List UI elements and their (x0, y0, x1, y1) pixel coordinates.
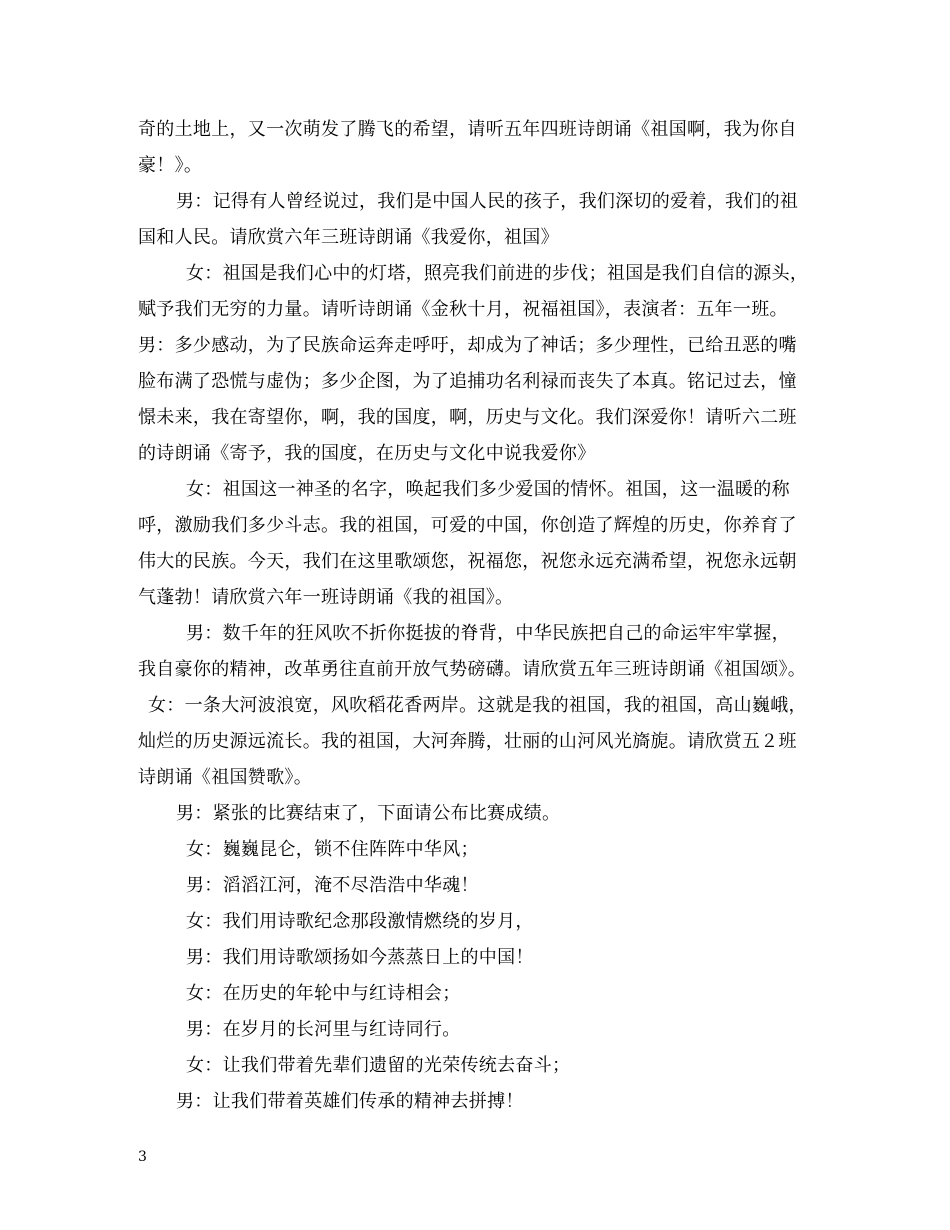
text-line: 女：我们用诗歌纪念那段激情燃绕的岁月， (186, 911, 534, 932)
text-line: 诗朗诵《祖国赞歌》。 (138, 767, 312, 788)
text-line: 女：巍巍昆仑，锁不住阵阵中华风； (186, 839, 479, 860)
text-line: 豪！》。 (138, 155, 203, 176)
text-line: 我自豪你的精神，改革勇往直前开放气势磅礴。请欣赏五年三班诗朗诵《祖国颂》。 (138, 659, 807, 680)
text-line: 女：让我们带着先辈们遗留的光荣传统去奋斗； (186, 1055, 571, 1076)
page-number: 3 (138, 1149, 147, 1165)
text-line: 脸布满了恐慌与虚伪；多少企图，为了追捕功名利禄而丧失了本真。铭记过去，憧 (138, 371, 797, 392)
text-line: 女：祖国是我们心中的灯塔，照亮我们前进的步伐；祖国是我们自信的源头， (186, 263, 809, 284)
text-line: 赋予我们无穷的力量。请听诗朗诵《金秋十月，祝福祖国》，表演者：五年一班。 (138, 299, 788, 320)
text-line: 男：数千年的狂风吹不折你挺拔的脊背，中华民族把自己的命运牢牢掌握， (186, 623, 790, 644)
text-line: 气蓬勃！请欣赏六年一班诗朗诵《我的祖国》。 (138, 587, 514, 608)
text-line: 男：记得有人曾经说过，我们是中国人民的孩子，我们深切的爱着，我们的祖 (176, 191, 799, 212)
text-line: 憬未来，我在寄望你，啊，我的国度，啊，历史与文化。我们深爱你！请听六二班 (138, 407, 797, 428)
text-line: 男：紧张的比赛结束了，下面请公布比赛成绩。 (176, 803, 561, 824)
text-line: 男：让我们带着英雄们传承的精神去拼搏！ (176, 1091, 524, 1112)
text-line: 的诗朗诵《寄予，我的国度，在历史与文化中说我爱你》 (138, 443, 596, 464)
text-line: 女：祖国这一神圣的名字，唤起我们多少爱国的情怀。祖国，这一温暖的称 (186, 479, 790, 500)
text-line: 男：我们用诗歌颂扬如今蒸蒸日上的中国！ (186, 947, 534, 968)
text-line: 灿烂的历史源远流长。我的祖国，大河奔腾，壮丽的山河风光旖旎。请欣赏五２班 (138, 731, 797, 752)
text-line: 呼，激励我们多少斗志。我的祖国，可爱的中国，你创造了辉煌的历史，你养育了 (138, 515, 797, 536)
text-line: 男：多少感动，为了民族命运奔走呼吁，却成为了神话；多少理性，已给丑恶的嘴 (138, 335, 797, 356)
text-line: 奇的土地上，又一次萌发了腾飞的希望，请听五年四班诗朗诵《祖国啊，我为你自 (138, 119, 797, 140)
text-line: 男：滔滔江河，淹不尽浩浩中华魂！ (186, 875, 479, 896)
text-line: 女：在历史的年轮中与红诗相会； (186, 983, 461, 1004)
text-line: 伟大的民族。今天，我们在这里歌颂您，祝福您，祝您永远充满希望，祝您永远朝 (138, 551, 797, 572)
text-line: 国和人民。请欣赏六年三班诗朗诵《我爱你，祖国》 (138, 227, 559, 248)
text-line: 男：在岁月的长河里与红诗同行。 (186, 1019, 461, 1040)
text-line: 女：一条大河波浪宽，风吹稻花香两岸。这就是我的祖国，我的祖国，高山巍峨， (148, 695, 807, 716)
